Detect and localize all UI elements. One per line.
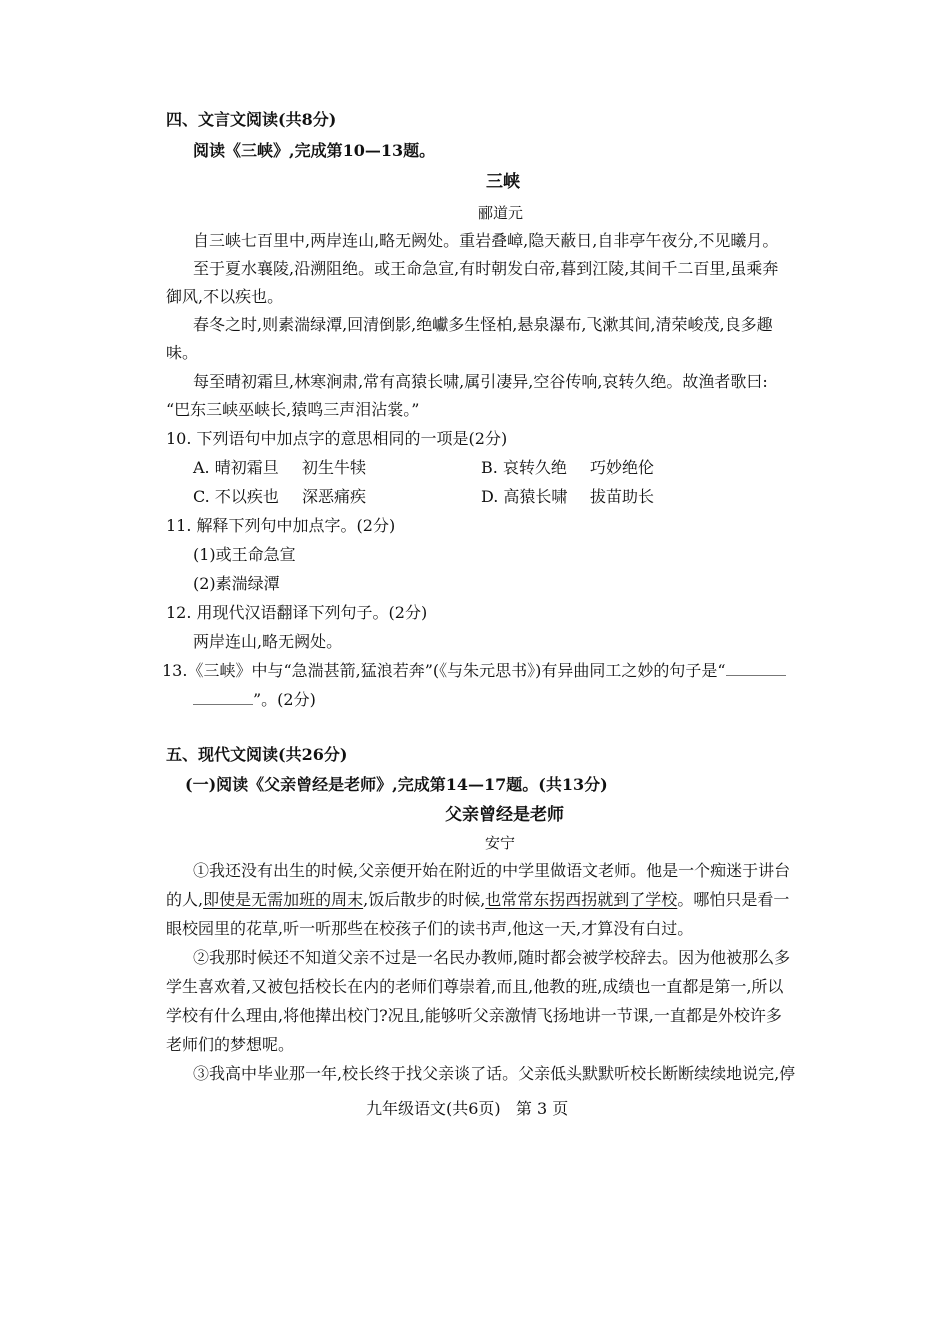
article-paragraph-3-line-1: ③我高中毕业那一年,校长终于找父亲谈了话。父亲低头默默听校长断断续续地说完,停: [193, 1064, 796, 1083]
passage-paragraph-4-line-1: 每至晴初霜旦,林寒涧肃,常有高猿长啸,属引凄异,空谷传响,哀转久绝。故渔者歌曰:: [193, 372, 768, 391]
article-paragraph-2-line-2: 学生喜欢着,又被包括校长在内的老师们尊崇着,而且,他教的班,成绩也一直都是第一,所以: [166, 977, 784, 996]
q10-option-b-2: 巧妙绝伦: [590, 458, 655, 477]
passage-paragraph-3-line-2: 味。: [166, 343, 199, 362]
q10-option-c-2: 深恶痛疾: [302, 487, 367, 506]
article-paragraph-2-line-1: ②我那时候还不知道父亲不过是一名民办教师,随时都会被学校辞去。因为他被那么多: [193, 948, 791, 967]
answer-blank-2[interactable]: [193, 690, 253, 705]
question-13-end: ”。(2分): [253, 690, 316, 709]
page-footer: 九年级语文(共6页) 第 3 页: [366, 1099, 569, 1118]
section-5-heading: 五、现代文阅读(共26分): [166, 745, 348, 764]
q10-option-b-1: B. 哀转久绝: [481, 458, 567, 477]
article-paragraph-1-line-2: [166, 890, 789, 910]
q10-option-a-1: A. 晴初霜旦: [193, 458, 279, 477]
underlined-phrase-1: 即使是无需加班的周末: [203, 890, 364, 909]
article-paragraph-1-line-1: ①我还没有出生的时候,父亲便开始在附近的中学里做语文老师。他是一个痴迷于讲台: [193, 861, 791, 880]
article-paragraph-2-line-4: 老师们的梦想呢。: [166, 1035, 295, 1054]
question-13-line-2: [193, 690, 316, 710]
question-13-line-1: [162, 661, 786, 681]
question-10: 10. 下列语句中加点字的意思相同的一项是(2分): [166, 429, 508, 448]
article-paragraph-1-line-3: 眼校园里的花草,听一听那些在校孩子们的读书声,他这一天,才算没有白过。: [166, 919, 694, 938]
section-4-heading: 四、文言文阅读(共8分): [166, 110, 337, 129]
passage-paragraph-4-line-2: “巴东三峡巫峡长,猿鸣三声泪沾裳。”: [166, 400, 420, 419]
question-12: 12. 用现代汉语翻译下列句子。(2分): [166, 603, 428, 622]
passage-paragraph-3-line-1: 春冬之时,则素湍绿潭,回清倒影,绝巘多生怪柏,悬泉瀑布,飞漱其间,清荣峻茂,良多趣: [193, 315, 773, 334]
q10-option-a-2: 初生牛犊: [302, 458, 367, 477]
q10-option-c-1: C. 不以疾也: [193, 487, 279, 506]
article-author: 安宁: [485, 834, 516, 852]
answer-blank-1[interactable]: [726, 661, 786, 676]
passage-author: 郦道元: [478, 204, 524, 222]
section-5-subheading: (一)阅读《父亲曾经是老师》,完成第14—17题。(共13分): [185, 775, 608, 794]
p1b-text-1: 的人,: [166, 890, 204, 909]
p1b-text-2: ,饭后散步的时候,: [363, 890, 486, 909]
article-title: 父亲曾经是老师: [445, 805, 564, 825]
q11-item-2: (2)素湍绿潭: [193, 574, 280, 593]
article-paragraph-2-line-3: 学校有什么理由,将他撵出校门?况且,能够听父亲激情飞扬地讲一节课,一直都是外校许多: [166, 1006, 782, 1025]
underlined-phrase-2: 也常常东拐西拐就到了学校: [485, 890, 678, 909]
q11-item-1: (1)或王命急宣: [193, 545, 296, 564]
passage-title: 三峡: [486, 172, 520, 192]
passage-paragraph-2-line-1: 至于夏水襄陵,沿溯阻绝。或王命急宣,有时朝发白帝,暮到江陵,其间千二百里,虽乘奔: [193, 259, 779, 278]
question-11: 11. 解释下列句中加点字。(2分): [166, 516, 396, 535]
q10-option-d-1: D. 高猿长啸: [481, 487, 568, 506]
passage-paragraph-1: 自三峡七百里中,两岸连山,略无阙处。重岩叠嶂,隐天蔽日,自非亭午夜分,不见曦月。: [193, 231, 779, 250]
section-4-instruction: 阅读《三峡》,完成第10—13题。: [193, 141, 436, 160]
question-13-text: 13.《三峡》中与“急湍甚箭,猛浪若奔”(《与朱元思书》)有异曲同工之妙的句子是“: [162, 661, 726, 680]
q12-sentence: 两岸连山,略无阙处。: [193, 632, 343, 651]
q10-option-d-2: 拔苗助长: [590, 487, 655, 506]
passage-paragraph-2-line-2: 御风,不以疾也。: [166, 287, 284, 306]
p1b-text-3: 。哪怕只是看一: [677, 890, 790, 909]
